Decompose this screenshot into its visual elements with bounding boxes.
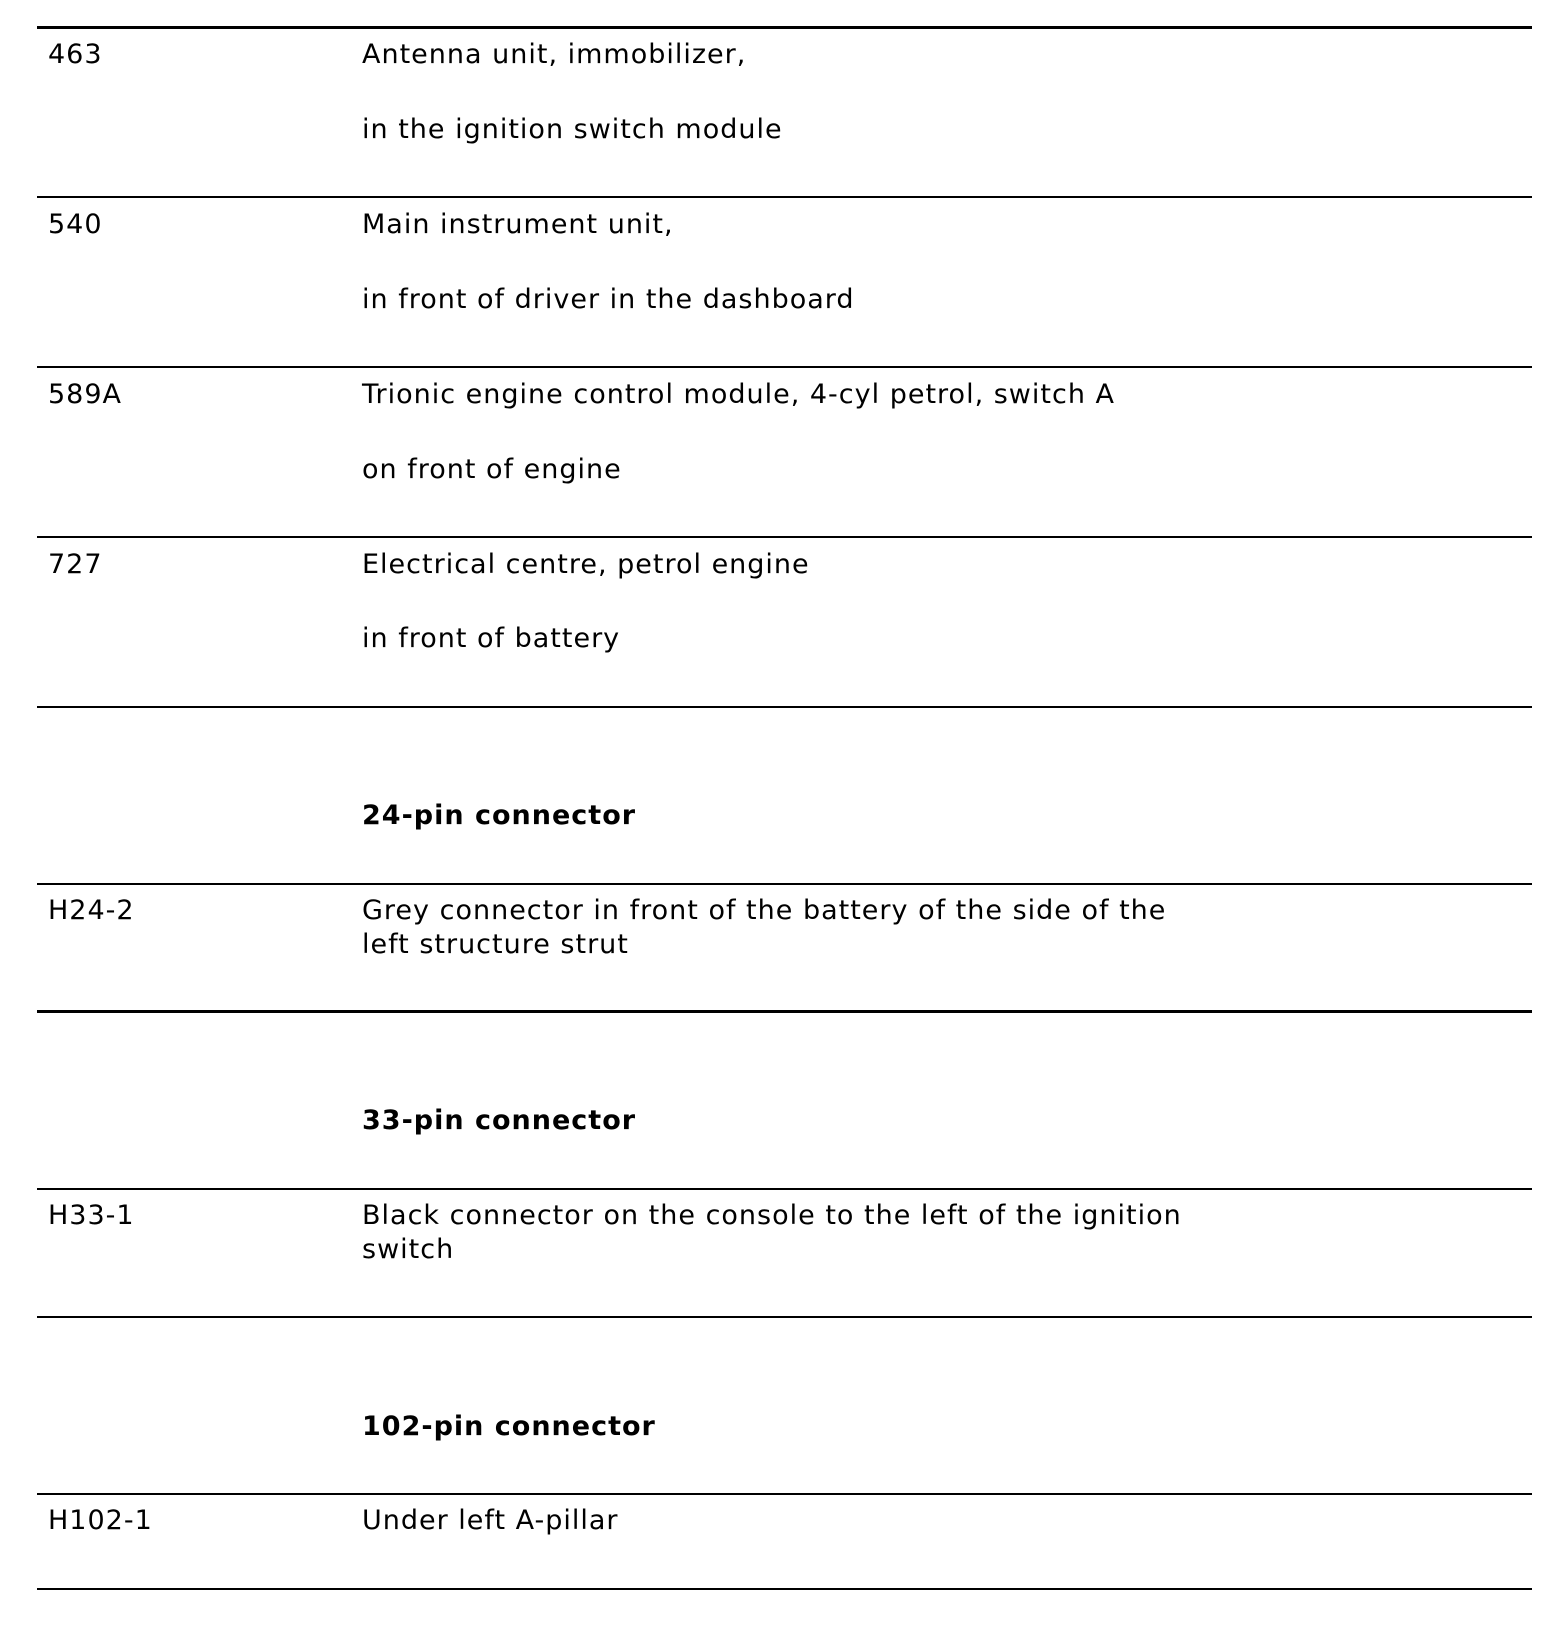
component-code: 727 (48, 549, 103, 580)
connector-location-line: left structure strut (362, 929, 629, 960)
component-name: Main instrument unit, (362, 209, 674, 240)
table-rule (37, 196, 1532, 198)
table-rule (37, 1010, 1532, 1013)
connector-code: H24-2 (48, 895, 135, 926)
component-location: in front of battery (362, 623, 621, 654)
table-rule (37, 366, 1532, 368)
section-heading: 102-pin connector (362, 1411, 656, 1442)
component-name: Trionic engine control module, 4-cyl petrol, switch A (362, 379, 1115, 410)
connector-location-line: switch (362, 1234, 455, 1265)
connector-code: H33-1 (48, 1200, 135, 1231)
connector-location-line: Black connector on the console to the left of the ignition (362, 1200, 1182, 1231)
component-code: 463 (48, 39, 103, 70)
component-location: in front of driver in the dashboard (362, 284, 855, 315)
connector-location-line: Grey connector in front of the battery of the side of the (362, 895, 1167, 926)
table-rule (37, 706, 1532, 708)
table-rule (37, 1316, 1532, 1318)
component-name: Antenna unit, immobilizer, (362, 39, 747, 70)
section-heading: 24-pin connector (362, 800, 637, 831)
component-name: Electrical centre, petrol engine (362, 549, 810, 580)
connector-location-line: Under left A-pillar (362, 1505, 619, 1536)
section-heading: 33-pin connector (362, 1105, 637, 1136)
table-rule (37, 536, 1532, 538)
component-location: on front of engine (362, 454, 622, 485)
table-rule (37, 26, 1532, 29)
component-code: 540 (48, 209, 103, 240)
connector-code: H102-1 (48, 1505, 153, 1536)
table-rule (37, 1493, 1532, 1495)
table-rule (37, 883, 1532, 885)
component-code: 589A (48, 379, 123, 410)
table-rule (37, 1588, 1532, 1590)
table-rule (37, 1188, 1532, 1190)
component-location: in the ignition switch module (362, 114, 783, 145)
